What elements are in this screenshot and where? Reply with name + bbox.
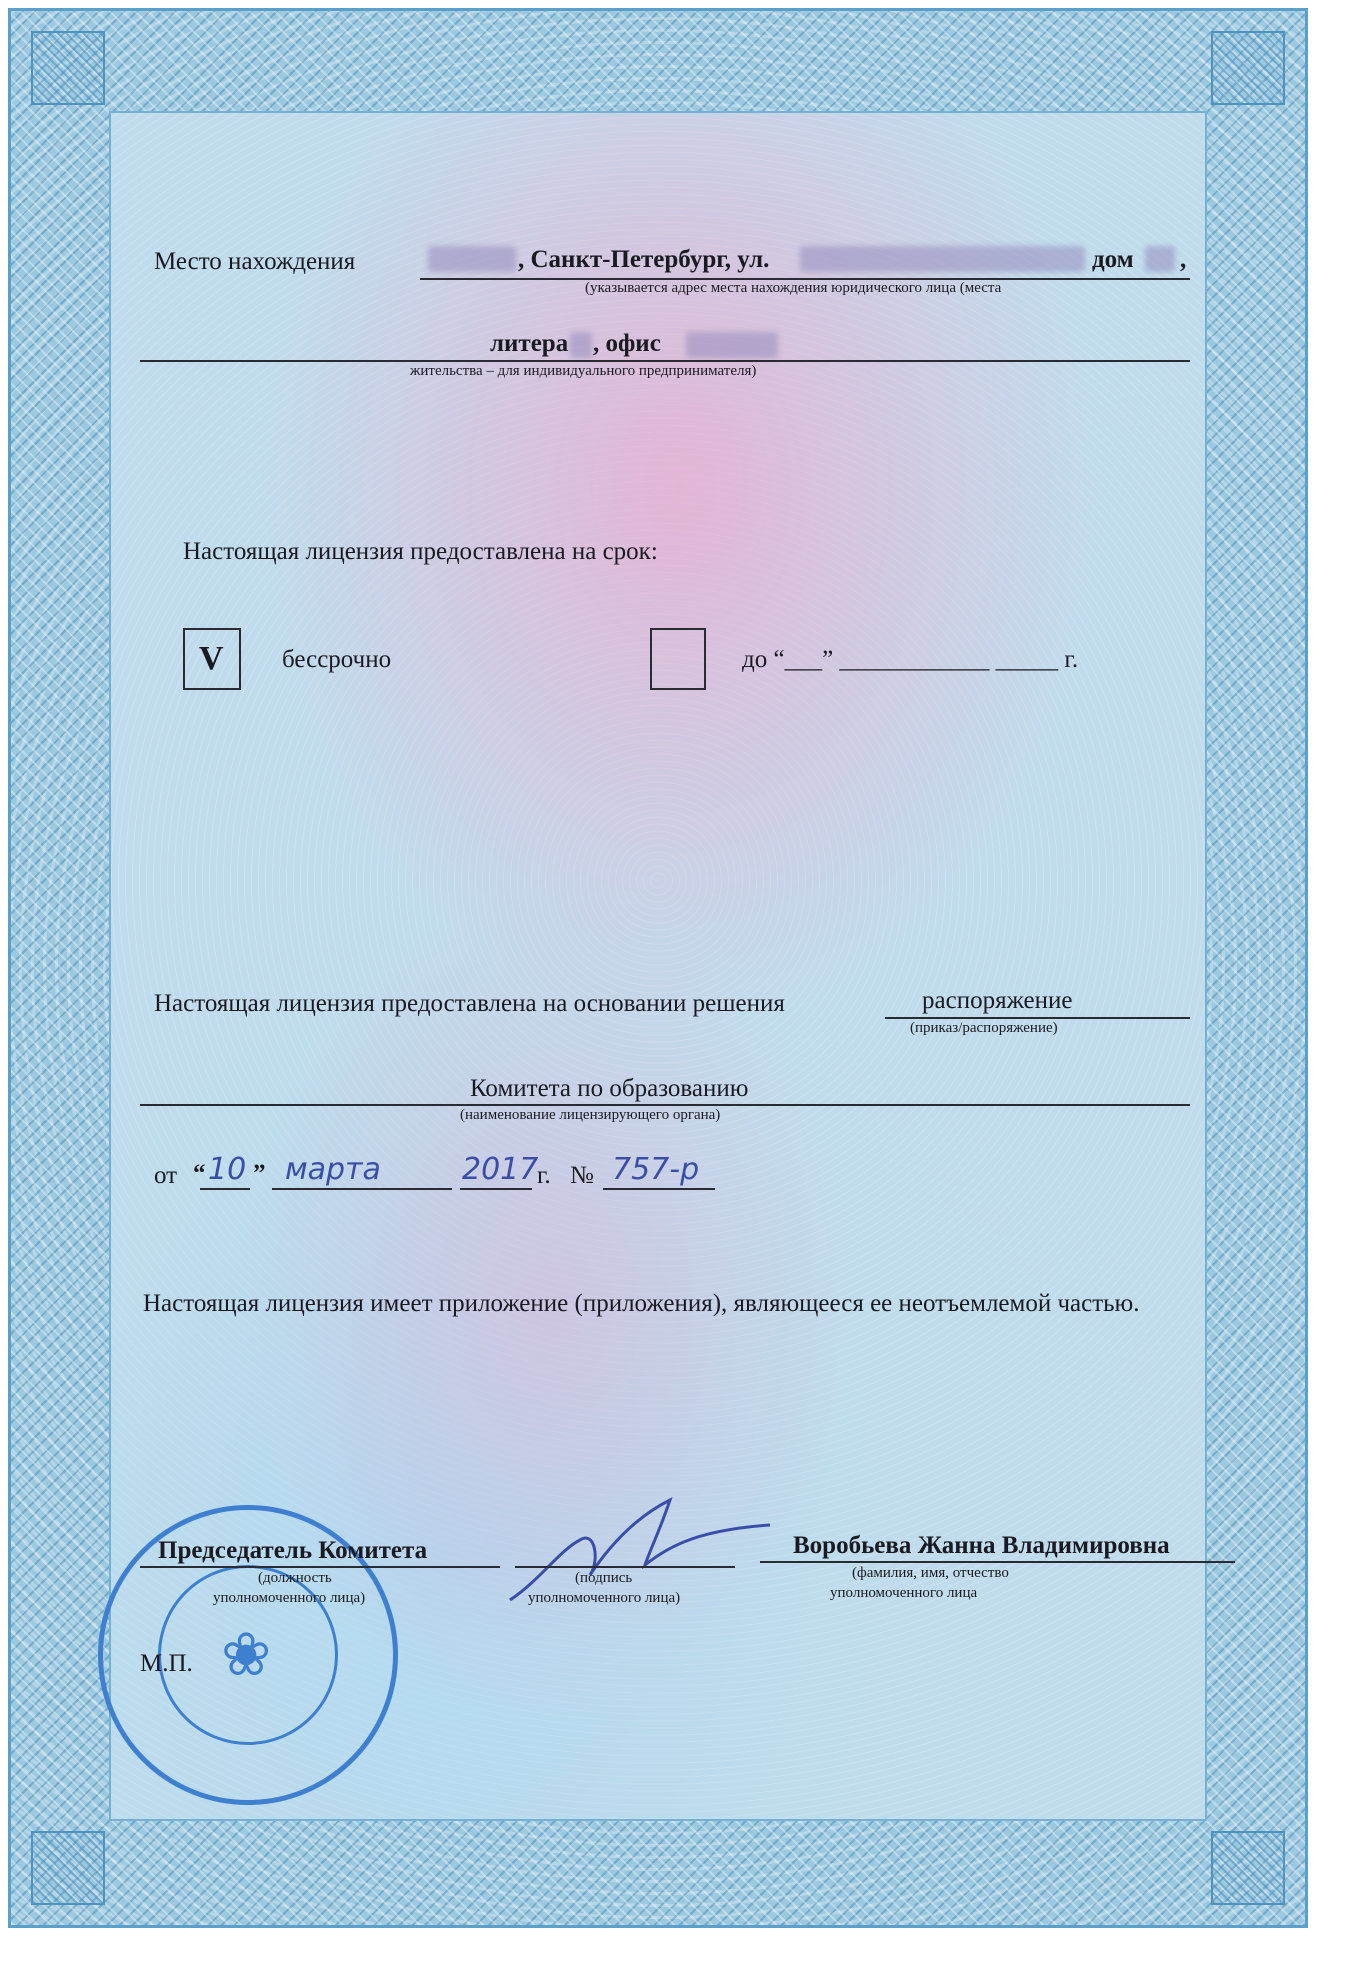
date-day: 10 [208, 1152, 247, 1187]
doc-type-note: (приказ/распоряжение) [910, 1020, 1058, 1036]
basis-heading: Настоящая лицензия предоставлена на основании решения [154, 990, 785, 1017]
address-note-1: (указывается адрес места нахождения юридического лица (места [585, 280, 1002, 296]
position-note-2: уполномоченного лица) [213, 1590, 366, 1606]
address-litera: литера [490, 330, 569, 357]
position-underline [140, 1566, 500, 1568]
date-quote-close: ” [253, 1160, 266, 1187]
signatory-position: Председатель Комитета [158, 1537, 428, 1564]
ornament-corner-bottom-right [1211, 1831, 1285, 1905]
address-office: , офис [593, 330, 661, 357]
address-underline-2 [140, 360, 1190, 362]
authority-name: Комитета по образованию [470, 1075, 749, 1102]
decree-number-underline [603, 1188, 715, 1190]
ornament-corner-top-right [1211, 31, 1285, 105]
check-mark: V [199, 640, 224, 677]
signature-note-1: (подпись [575, 1570, 633, 1586]
address-city: , Санкт-Петербург, ул. [518, 246, 770, 273]
signature-note-2: уполномоченного лица) [528, 1590, 681, 1606]
until-label: до “___” ____________ _____ г. [742, 646, 1079, 673]
ornament-corner-bottom-left [31, 1831, 105, 1905]
seal-place-label: М.П. [140, 1650, 193, 1677]
date-day-underline [200, 1188, 250, 1190]
date-year: 2017 [462, 1152, 539, 1187]
date-from-label: от [154, 1162, 178, 1189]
authority-note: (наименование лицензирующего органа) [460, 1107, 721, 1123]
name-note-2: уполномоченного лица [830, 1585, 978, 1601]
seal-emblem-icon: ❀ [221, 1620, 272, 1690]
redacted-office [686, 332, 778, 358]
position-note-1: (должность [258, 1570, 332, 1586]
number-label: № [570, 1162, 594, 1189]
checkbox-until[interactable] [650, 628, 706, 690]
redacted-house-number [1145, 246, 1175, 272]
signatory-name: Воробьева Жанна Владимировна [793, 1532, 1170, 1559]
checkbox-indefinite[interactable] [183, 628, 241, 690]
date-quote-open: “ [193, 1160, 206, 1187]
redacted-street [800, 246, 1085, 272]
address-comma: , [1180, 246, 1187, 273]
date-year-underline [460, 1188, 532, 1190]
address-note-2: жительства – для индивидуального предпринимателя) [410, 363, 757, 379]
decree-number: 757-р [612, 1152, 700, 1187]
date-year-suffix: г. [537, 1162, 551, 1189]
signature-underline [515, 1566, 735, 1568]
doc-type: распоряжение [922, 987, 1073, 1014]
address-house: дом [1092, 246, 1134, 273]
date-month-underline [272, 1188, 452, 1190]
address-label: Место нахождения [154, 248, 356, 275]
redacted-litera [570, 332, 592, 358]
name-underline [760, 1561, 1235, 1563]
date-month: марта [285, 1152, 381, 1187]
redacted-postcode [428, 246, 516, 272]
name-note-1: (фамилия, имя, отчество [852, 1565, 1009, 1581]
term-heading: Настоящая лицензия предоставлена на срок: [183, 538, 658, 565]
doc-type-underline [885, 1017, 1190, 1019]
indefinite-label: бессрочно [282, 646, 392, 673]
annex-text: Настоящая лицензия имеет приложение (приложения), являющееся ее неотъемлемой частью. [143, 1290, 1140, 1317]
ornament-corner-top-left [31, 31, 105, 105]
authority-underline [140, 1104, 1190, 1106]
signature-stroke [510, 1500, 770, 1600]
